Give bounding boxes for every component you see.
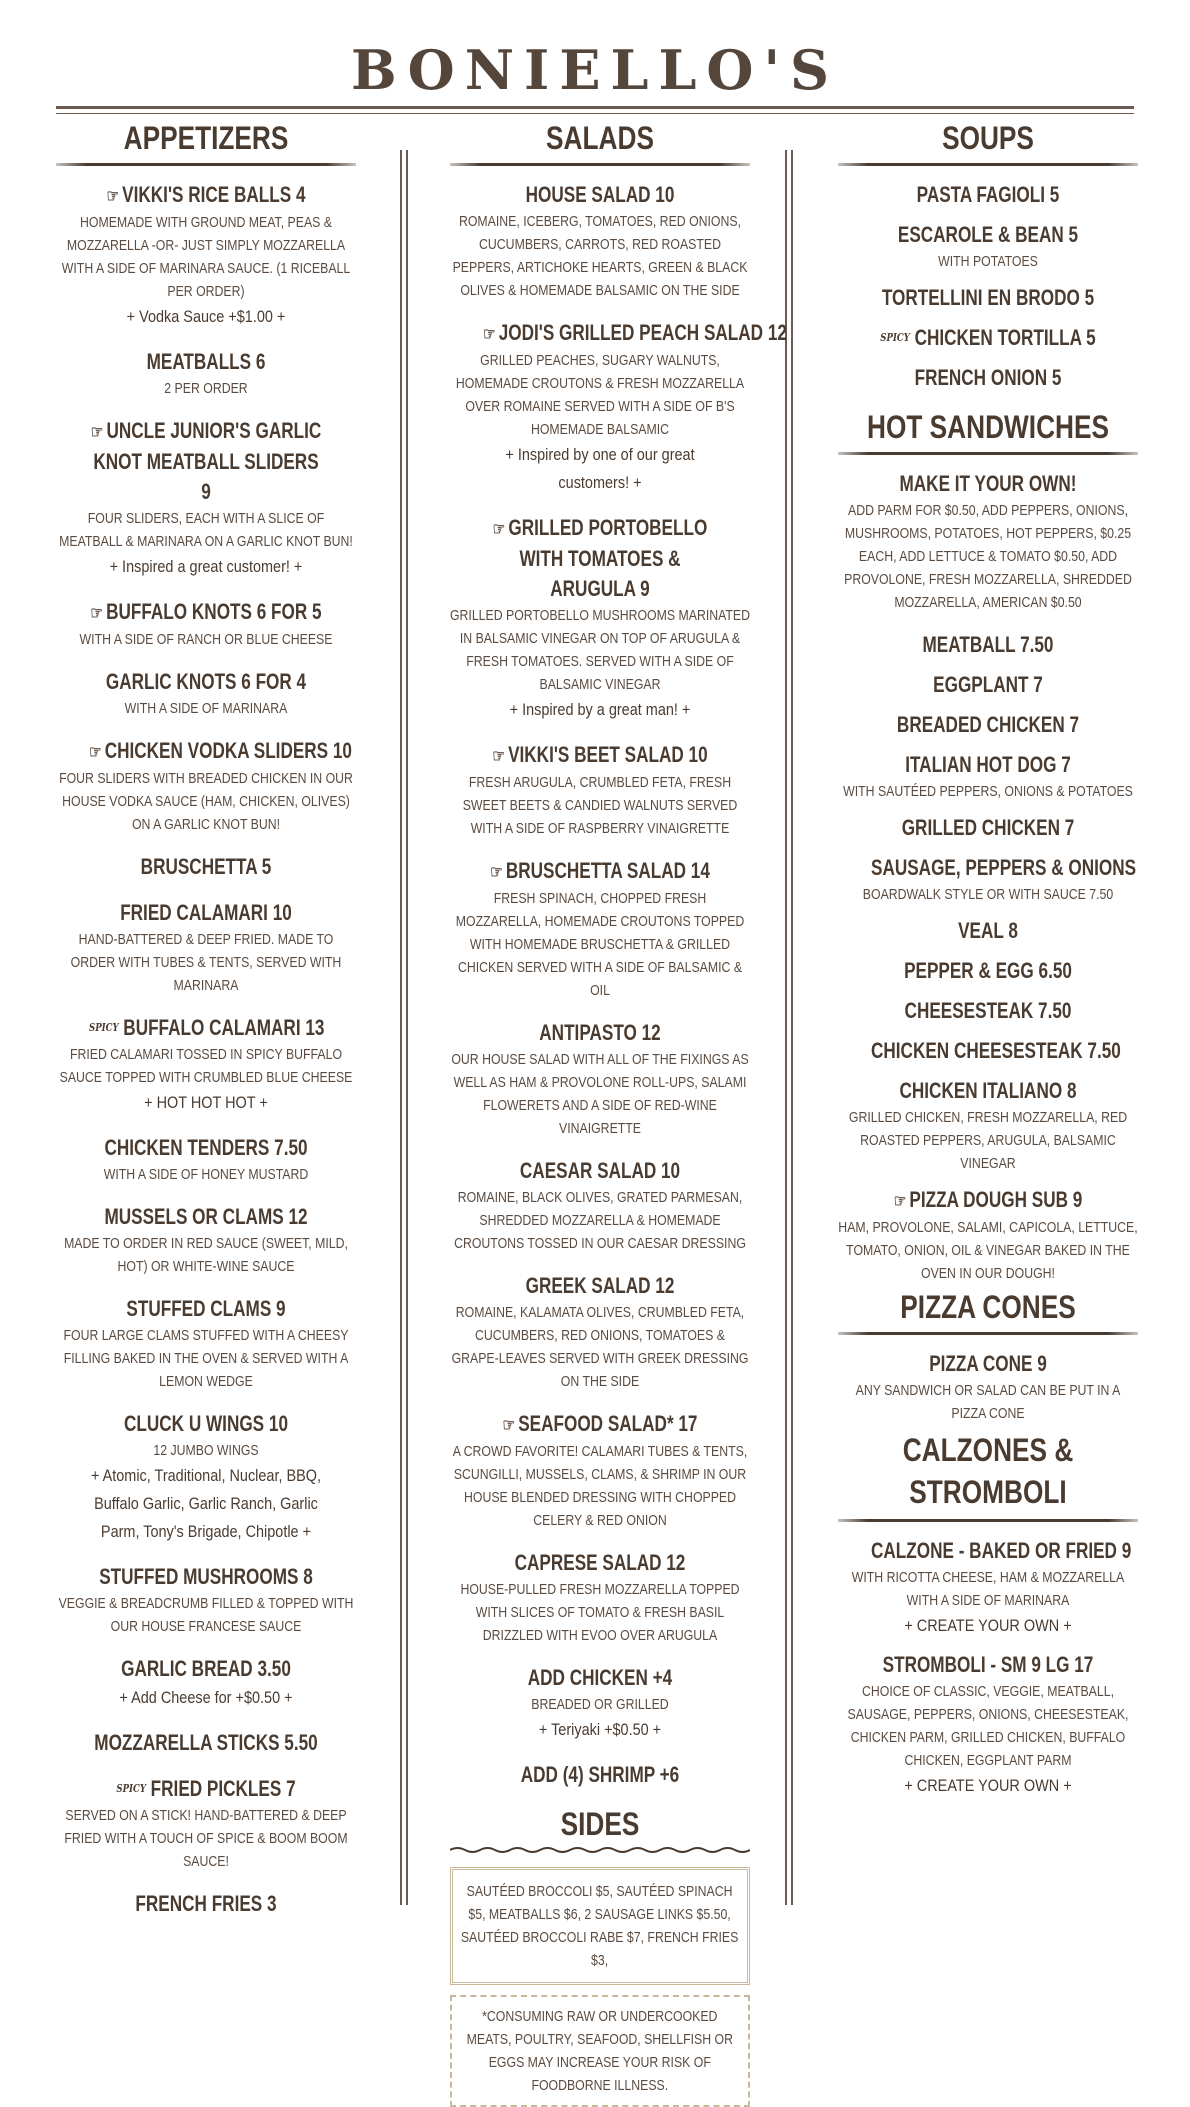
item-name: FRENCH ONION 5 xyxy=(914,365,1062,390)
item-description: CHOICE OF CLASSIC, VEGGIE, MEATBALL, SAUSAGE, PEPPERS, ONIONS, CHEESESTEAK, CHICKEN PARM, GRILLED CHICKEN, BUFFALO CHICKEN, EGGPLANT PARM xyxy=(847,1683,1129,1769)
item-name: BREADED CHICKEN 7 xyxy=(896,712,1080,737)
menu-item xyxy=(450,1271,750,1393)
item-name: MOZZARELLA STICKS 5.50 xyxy=(94,1730,318,1755)
item-note: + Inspired by one of our great customers! + xyxy=(505,445,695,492)
item-description: ROMAINE, KALAMATA OLIVES, CRUMBLED FETA, CUCUMBERS, RED ONIONS, TOMATOES & GRAPE-LEAVES SERVED WITH GREEK DRESSING ON THE SIDE xyxy=(451,1304,749,1390)
item-name: VEAL 8 xyxy=(958,918,1018,943)
spicy-badge: SPICY xyxy=(89,1021,119,1034)
item-name: BUFFALO CALAMARI 13 xyxy=(123,1015,325,1040)
menu-item xyxy=(838,180,1138,210)
item-name: CLUCK U WINGS 10 xyxy=(124,1411,288,1436)
menu-item xyxy=(56,1133,356,1186)
menu-item xyxy=(56,898,356,997)
item-description: WITH A SIDE OF RANCH OR BLUE CHEESE xyxy=(79,631,333,648)
item-description: WITH POTATOES xyxy=(938,253,1038,270)
menu-item xyxy=(56,1013,356,1117)
menu-item xyxy=(838,1076,1138,1175)
item-description: BOARDWALK STYLE OR WITH SAUCE 7.50 xyxy=(862,886,1114,903)
item-name: PIZZA DOUGH SUB 9 xyxy=(909,1187,1083,1212)
item-name: ADD CHICKEN +4 xyxy=(527,1665,673,1690)
menu-item xyxy=(56,1294,356,1393)
menu-item xyxy=(450,1409,750,1532)
warning-text: *CONSUMING RAW OR UNDERCOOKED MEATS, POULTRY, SEAFOOD, SHELLFISH OR EGGS MAY INCREASE YOUR RISK OF FOODBORNE ILLNESS. xyxy=(466,2008,734,2094)
item-name: STROMBOLI - SM 9 LG 17 xyxy=(882,1652,1094,1677)
item-description: ANY SANDWICH OR SALAD CAN BE PUT IN A PIZZA CONE xyxy=(855,1382,1121,1422)
item-description: WITH A SIDE OF HONEY MUSTARD xyxy=(103,1166,309,1183)
item-description: WITH A SIDE OF MARINARA xyxy=(124,700,288,717)
header-rule-thin xyxy=(56,113,1134,114)
item-note: + CREATE YOUR OWN + xyxy=(904,1616,1072,1635)
item-name: ESCAROLE & BEAN 5 xyxy=(897,222,1079,247)
item-description: ADD PARM FOR $0.50, ADD PEPPERS, ONIONS, MUSHROOMS, POTATOES, HOT PEPPERS, $0.25 EACH, ADD LETTUCE & TOMATO $0.50, ADD PROVOLONE, FRESH MOZZARELLA, SHREDDED MOZZARELLA, AMERICAN $0.50 xyxy=(844,502,1132,611)
item-name: GARLIC BREAD 3.50 xyxy=(121,1656,291,1681)
menu-item xyxy=(838,1185,1138,1285)
pointing-hand-icon: ☞ xyxy=(492,746,505,766)
item-name: PASTA FAGIOLI 5 xyxy=(916,182,1060,207)
pointing-hand-icon: ☞ xyxy=(483,324,496,344)
menu-item xyxy=(838,1349,1138,1425)
item-description: HOMEMADE WITH GROUND MEAT, PEAS & MOZZARELLA -OR- JUST SIMPLY MOZZARELLA WITH A SIDE OF MARINARA SAUCE. (1 RICEBALL PER ORDER) xyxy=(61,214,351,300)
menu-item xyxy=(56,1774,356,1873)
item-note: + Vodka Sauce +$1.00 + xyxy=(126,307,286,326)
item-description: ROMAINE, BLACK OLIVES, GRATED PARMESAN, SHREDDED MOZZARELLA & HOMEMADE CROUTONS TOSSED IN OUR CAESAR DRESSING xyxy=(454,1189,746,1252)
menu-item xyxy=(56,180,356,331)
menu-item xyxy=(838,710,1138,740)
item-description: HAND-BATTERED & DEEP FRIED. MADE TO ORDER WITH TUBES & TENTS, SERVED WITH MARINARA xyxy=(70,931,342,994)
item-note: + CREATE YOUR OWN + xyxy=(904,1776,1072,1795)
item-name: ADD (4) SHRIMP +6 xyxy=(520,1762,680,1787)
item-name: FRIED PICKLES 7 xyxy=(150,1776,296,1801)
section-rule xyxy=(450,163,750,166)
item-description: ROMAINE, ICEBERG, TOMATOES, RED ONIONS, CUCUMBERS, CARROTS, RED ROASTED PEPPERS, ARTICHOKE HEARTS, GREEN & BLACK OLIVES & HOMEMADE BALSAMIC ON THE SIDE xyxy=(452,213,748,299)
soups-section xyxy=(838,120,1138,1816)
item-name: HOUSE SALAD 10 xyxy=(525,182,675,207)
item-name: CHICKEN TENDERS 7.50 xyxy=(104,1135,308,1160)
item-name: ITALIAN HOT DOG 7 xyxy=(905,752,1071,777)
item-note: + Inspired by a great man! + xyxy=(509,700,691,719)
pointing-hand-icon: ☞ xyxy=(90,422,104,442)
item-name: SAUSAGE, PEPPERS & ONIONS xyxy=(871,855,1137,880)
spicy-badge: SPICY xyxy=(116,1782,147,1795)
item-name: GRILLED PORTOBELLO WITH TOMATOES & ARUGULA 9 xyxy=(508,515,708,601)
item-name: CHICKEN VODKA SLIDERS 10 xyxy=(104,738,352,763)
menu-item xyxy=(838,220,1138,273)
item-description: VEGGIE & BREADCRUMB FILLED & TOPPED WITH OUR HOUSE FRANCESE SAUCE xyxy=(58,1595,354,1635)
item-name: FRENCH FRIES 3 xyxy=(135,1891,277,1916)
item-note: + Inspired a great customer! + xyxy=(109,557,303,576)
menu-item xyxy=(838,956,1138,986)
menu-item xyxy=(450,1663,750,1744)
item-name: MEATBALLS 6 xyxy=(146,349,266,374)
item-name: SEAFOOD SALAD* 17 xyxy=(518,1411,698,1436)
section-rule xyxy=(56,163,356,166)
menu-item xyxy=(838,469,1138,614)
menu-item xyxy=(838,283,1138,313)
menu-item xyxy=(450,856,750,1002)
section-rule xyxy=(838,163,1138,166)
item-description: FRESH SPINACH, CHOPPED FRESH MOZZARELLA, HOMEMADE CROUTONS TOPPED WITH HOMEMADE BRUSCHETTA & GRILLED CHICKEN SERVED WITH A SIDE OF BALSAMIC & OIL xyxy=(455,890,745,999)
item-name: CAESAR SALAD 10 xyxy=(519,1158,681,1183)
item-description: WITH RICOTTA CHEESE, HAM & MOZZARELLA WITH A SIDE OF MARINARA xyxy=(851,1569,1125,1609)
pointing-hand-icon: ☞ xyxy=(492,519,506,539)
item-description: FRIED CALAMARI TOSSED IN SPICY BUFFALO SAUCE TOPPED WITH CRUMBLED BLUE CHEESE xyxy=(59,1046,353,1086)
menu-item xyxy=(56,1562,356,1638)
section-rule xyxy=(838,1519,1138,1522)
pointing-hand-icon: ☞ xyxy=(90,603,103,623)
menu-item xyxy=(450,1760,750,1790)
section-title: APPETIZERS xyxy=(123,120,289,156)
item-description: A CROWD FAVORITE! CALAMARI TUBES & TENTS, SCUNGILLI, MUSSELS, CLAMS, & SHRIMP IN OUR HOUSE BLENDED DRESSING WITH CHOPPED CELERY & RED ONION xyxy=(452,1443,748,1529)
menu-item xyxy=(838,1536,1138,1640)
menu-item xyxy=(56,852,356,882)
item-name: PIZZA CONE 9 xyxy=(929,1351,1047,1376)
menu-item xyxy=(838,996,1138,1026)
item-name: STUFFED MUSHROOMS 8 xyxy=(99,1564,313,1589)
restaurant-name: BONIELLO'S xyxy=(351,38,839,102)
item-name: VIKKI'S BEET SALAD 10 xyxy=(508,742,708,767)
item-note: + Add Cheese for +$0.50 + xyxy=(119,1688,293,1707)
consumption-warning xyxy=(450,1995,750,2107)
section-title: SIDES xyxy=(560,1806,640,1842)
item-name: PEPPER & EGG 6.50 xyxy=(904,958,1072,983)
item-description: FOUR SLIDERS WITH BREADED CHICKEN IN OUR HOUSE VODKA SAUCE (HAM, CHICKEN, OLIVES) ON A GARLIC KNOT BUN! xyxy=(59,770,353,833)
item-name: GARLIC KNOTS 6 FOR 4 xyxy=(105,669,307,694)
item-description: MADE TO ORDER IN RED SAUCE (SWEET, MILD, HOT) OR WHITE-WINE SAUCE xyxy=(64,1235,348,1275)
item-name: VIKKI'S RICE BALLS 4 xyxy=(122,182,306,207)
item-name: CHEESESTEAK 7.50 xyxy=(904,998,1072,1023)
column-divider xyxy=(406,150,408,1905)
sides-box xyxy=(450,1867,750,1985)
menu-item xyxy=(450,1018,750,1140)
menu-item xyxy=(838,1036,1138,1066)
section-title: PIZZA CONES xyxy=(900,1289,1076,1325)
menu-item xyxy=(56,667,356,720)
menu-item xyxy=(56,347,356,400)
sides-text: SAUTÉED BROCCOLI $5, SAUTÉED SPINACH $5, MEATBALLS $6, 2 SAUSAGE LINKS $5.50, SAUTÉED BROCCOLI RABE $7, FRENCH FRIES $3, xyxy=(461,1883,739,1969)
item-name: JODI'S GRILLED PEACH SALAD 12 xyxy=(498,320,787,345)
menu-item xyxy=(450,740,750,840)
menu-item xyxy=(838,630,1138,660)
column-divider xyxy=(791,150,793,1905)
appetizers-section xyxy=(56,120,356,1935)
item-name: CHICKEN CHEESESTEAK 7.50 xyxy=(871,1038,1121,1063)
section-rule xyxy=(838,1332,1138,1335)
item-description: OUR HOUSE SALAD WITH ALL OF THE FIXINGS AS WELL AS HAM & PROVOLONE ROLL-UPS, SALAMI FLOWERETS AND A SIDE OF RED-WINE VINAIGRETTE xyxy=(451,1051,749,1137)
item-name: BUFFALO KNOTS 6 FOR 5 xyxy=(106,599,322,624)
menu-item xyxy=(56,1202,356,1278)
item-name: CALZONE - BAKED OR FRIED 9 xyxy=(871,1538,1132,1563)
menu-item xyxy=(56,1728,356,1758)
item-description: 2 PER ORDER xyxy=(164,380,248,397)
item-note: + HOT HOT HOT + xyxy=(144,1093,268,1112)
item-description: GRILLED PORTOBELLO MUSHROOMS MARINATED IN BALSAMIC VINEGAR ON TOP OF ARUGULA & FRESH TOMATOES. SERVED WITH A SIDE OF BALSAMIC VINEGAR xyxy=(449,607,751,693)
item-name: BRUSCHETTA 5 xyxy=(140,854,272,879)
item-description: FOUR SLIDERS, EACH WITH A SLICE OF MEATBALL & MARINARA ON A GARLIC KNOT BUN! xyxy=(59,510,353,550)
item-name: ANTIPASTO 12 xyxy=(539,1020,661,1045)
menu-item xyxy=(56,1889,356,1919)
item-name: MAKE IT YOUR OWN! xyxy=(899,471,1077,496)
item-description: GRILLED PEACHES, SUGARY WALNUTS, HOMEMADE CROUTONS & FRESH MOZZARELLA OVER ROMAINE SERVED WITH A SIDE OF B'S HOMEMADE BALSAMIC xyxy=(455,352,745,438)
section-title: HOT SANDWICHES xyxy=(866,409,1109,445)
item-name: STUFFED CLAMS 9 xyxy=(126,1296,286,1321)
item-name: MUSSELS OR CLAMS 12 xyxy=(104,1204,308,1229)
menu-item xyxy=(838,813,1138,843)
menu-item xyxy=(838,323,1138,353)
menu-item xyxy=(450,513,750,724)
pointing-hand-icon: ☞ xyxy=(490,862,503,882)
section-title: SALADS xyxy=(546,120,654,156)
menu-item xyxy=(56,736,356,836)
column-divider xyxy=(785,150,787,1905)
item-name: MEATBALL 7.50 xyxy=(922,632,1054,657)
item-description: HAM, PROVOLONE, SALAMI, CAPICOLA, LETTUCE, TOMATO, ONION, OIL & VINEGAR BAKED IN THE OVEN IN OUR DOUGH! xyxy=(838,1219,1138,1282)
item-description: GRILLED CHICKEN, FRESH MOZZARELLA, RED ROASTED PEPPERS, ARUGULA, BALSAMIC VINEGAR xyxy=(848,1109,1128,1172)
item-description: HOUSE-PULLED FRESH MOZZARELLA TOPPED WITH SLICES OF TOMATO & FRESH BASIL DRIZZLED WITH EVOO OVER ARUGULA xyxy=(460,1581,740,1644)
item-note: + Teriyaki +$0.50 + xyxy=(538,1720,662,1739)
item-description: WITH SAUTÉED PEPPERS, ONIONS & POTATOES xyxy=(843,783,1133,800)
column-divider xyxy=(400,150,402,1905)
item-description: BREADED OR GRILLED xyxy=(531,1696,669,1713)
item-name: BRUSCHETTA SALAD 14 xyxy=(505,858,710,883)
menu-item xyxy=(450,1156,750,1255)
menu-item xyxy=(56,597,356,651)
spicy-badge: SPICY xyxy=(880,331,910,344)
pointing-hand-icon: ☞ xyxy=(893,1191,907,1211)
item-description: SERVED ON A STICK! HAND-BATTERED & DEEP FRIED WITH A TOUCH OF SPICE & BOOM BOOM SAUCE! xyxy=(64,1807,348,1870)
section-rule xyxy=(838,452,1138,455)
item-name: GRILLED CHICKEN 7 xyxy=(901,815,1075,840)
header-rule xyxy=(56,106,1134,109)
menu-item xyxy=(56,1654,356,1712)
menu-item xyxy=(450,180,750,302)
section-title: SOUPS xyxy=(942,120,1034,156)
salads-section xyxy=(449,120,787,2107)
item-name: CAPRESE SALAD 12 xyxy=(514,1550,686,1575)
item-name: UNCLE JUNIOR'S GARLIC KNOT MEATBALL SLIDERS 9 xyxy=(93,418,322,504)
menu-item xyxy=(838,916,1138,946)
wavy-divider xyxy=(450,1846,750,1854)
pointing-hand-icon: ☞ xyxy=(106,186,120,206)
item-description: 12 JUMBO WINGS xyxy=(153,1442,259,1459)
menu-item xyxy=(838,363,1138,393)
menu-item xyxy=(56,1409,356,1546)
menu-item xyxy=(56,416,356,581)
pointing-hand-icon: ☞ xyxy=(502,1415,516,1435)
item-name: TORTELLINI EN BRODO 5 xyxy=(881,285,1095,310)
menu-item xyxy=(838,853,1138,906)
menu-item xyxy=(838,670,1138,700)
menu-item xyxy=(450,1548,750,1647)
item-note: + Atomic, Traditional, Nuclear, BBQ, Buffalo Garlic, Garlic Ranch, Garlic Parm, Tony's Brigade, Chipotle + xyxy=(90,1466,322,1541)
item-description: FOUR LARGE CLAMS STUFFED WITH A CHEESY FILLING BAKED IN THE OVEN & SERVED WITH A LEMON WEDGE xyxy=(63,1327,349,1390)
item-description: FRESH ARUGULA, CRUMBLED FETA, FRESH SWEET BEETS & CANDIED WALNUTS SERVED WITH A SIDE OF RASPBERRY VINAIGRETTE xyxy=(462,774,738,837)
menu-item xyxy=(450,318,787,497)
item-name: FRIED CALAMARI 10 xyxy=(120,900,292,925)
pointing-hand-icon: ☞ xyxy=(89,742,102,762)
section-title: CALZONES & STROMBOLI xyxy=(902,1432,1074,1510)
item-name: GREEK SALAD 12 xyxy=(525,1273,675,1298)
menu-item xyxy=(838,750,1138,803)
menu-item xyxy=(838,1650,1138,1800)
item-name: CHICKEN TORTILLA 5 xyxy=(914,325,1096,350)
item-name: CHICKEN ITALIANO 8 xyxy=(899,1078,1077,1103)
item-name: EGGPLANT 7 xyxy=(933,672,1043,697)
